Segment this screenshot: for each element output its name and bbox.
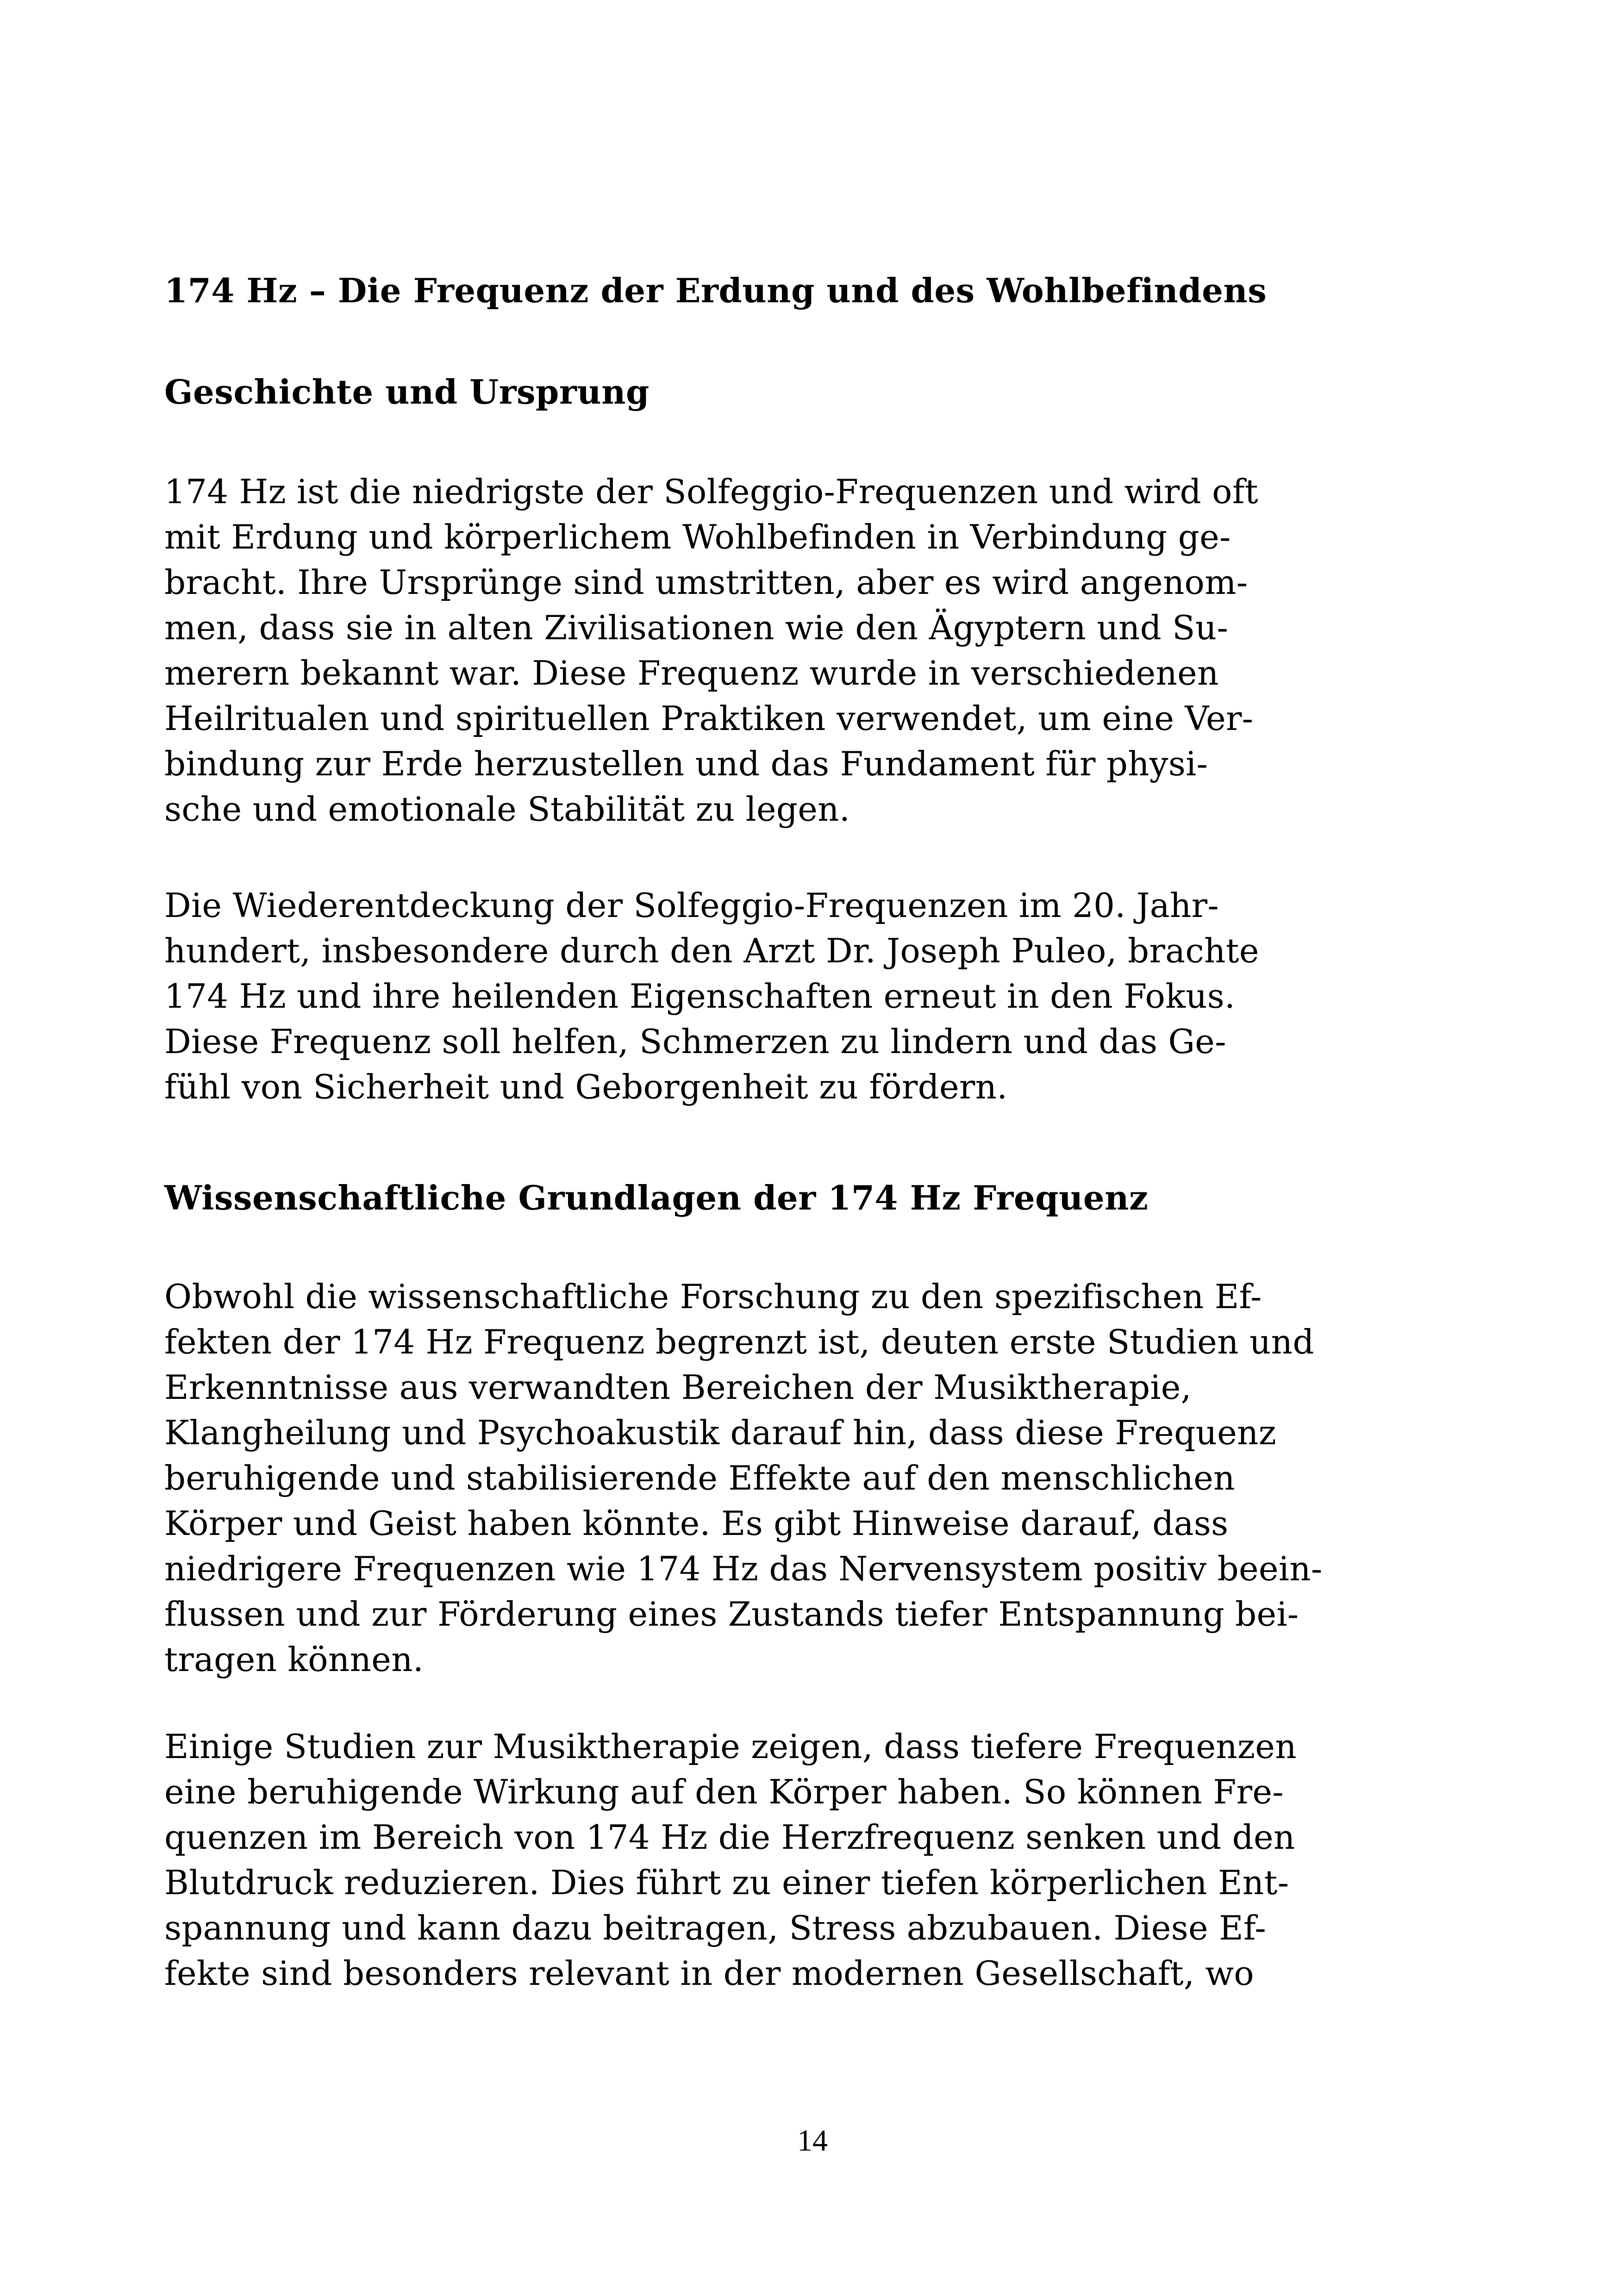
text-line: Obwohl die wissenschaftliche Forschung zu den spezifischen Ef-	[164, 1277, 1262, 1316]
text-line: 174 Hz ist die niedrigste der Solfeggio-Frequenzen und wird oft	[164, 472, 1259, 511]
text-line: Die Wiederentdeckung der Solfeggio-Frequenzen im 20. Jahr-	[164, 886, 1219, 925]
text-line: 174 Hz und ihre heilenden Eigenschaften erneut in den Fokus.	[164, 977, 1236, 1016]
text-line: men, dass sie in alten Zivilisationen wie den Ägyptern und Su-	[164, 608, 1229, 647]
text-line: spannung und kann dazu beitragen, Stress abzubauen. Diese Ef-	[164, 1908, 1266, 1947]
text-line: fekten der 174 Hz Frequenz begrenzt ist, deuten erste Studien und	[164, 1322, 1314, 1361]
paragraph-geschichte-1	[164, 469, 1258, 832]
text-line: sche und emotionale Stabilität zu legen.	[164, 790, 850, 829]
text-line: bracht. Ihre Ursprünge sind umstritten, aber es wird angenom-	[164, 563, 1248, 602]
paragraph-wissenschaft-2	[164, 1724, 1297, 1996]
text-line: merern bekannt war. Diese Frequenz wurde in verschiedenen	[164, 654, 1219, 692]
text-line: tragen können.	[164, 1640, 424, 1679]
section-heading-wissenschaft: Wissenschaftliche Grundlagen der 174 Hz Frequenz	[164, 1178, 1149, 1217]
text-line: flussen und zur Förderung eines Zustands tiefer Entspannung bei-	[164, 1595, 1299, 1634]
text-line: Klangheilung und Psychoakustik darauf hin, dass diese Frequenz	[164, 1413, 1276, 1452]
text-line: fekte sind besonders relevant in der modernen Gesellschaft, wo	[164, 1954, 1254, 1993]
text-line: quenzen im Bereich von 174 Hz die Herzfrequenz senken und den	[164, 1818, 1295, 1857]
page-number: 14	[797, 2124, 828, 2158]
text-line: beruhigende und stabilisierende Effekte auf den menschlichen	[164, 1459, 1235, 1497]
text-line: Erkenntnisse aus verwandten Bereichen der Musiktherapie,	[164, 1368, 1192, 1407]
text-line: bindung zur Erde herzustellen und das Fundament für physi-	[164, 744, 1208, 783]
text-line: fühl von Sicherheit und Geborgenheit zu fördern.	[164, 1067, 1008, 1106]
paragraph-wissenschaft-1	[164, 1274, 1322, 1682]
text-line: eine beruhigende Wirkung auf den Körper haben. So können Fre-	[164, 1772, 1284, 1811]
text-line: mit Erdung und körperlichem Wohlbefinden in Verbindung ge-	[164, 518, 1231, 556]
text-line: Einige Studien zur Musiktherapie zeigen, dass tiefere Frequenzen	[164, 1727, 1297, 1766]
text-line: niedrigere Frequenzen wie 174 Hz das Nervensystem positiv beein-	[164, 1549, 1323, 1588]
document-page	[164, 0, 1461, 2295]
text-line: hundert, insbesondere durch den Arzt Dr. Joseph Puleo, brachte	[164, 931, 1259, 970]
text-line: Heilritualen und spirituellen Praktiken verwendet, um eine Ver-	[164, 699, 1254, 738]
page-title: 174 Hz – Die Frequenz der Erdung und des Wohlbefindens	[164, 271, 1267, 310]
section-heading-geschichte: Geschichte und Ursprung	[164, 372, 650, 412]
text-line: Körper und Geist haben könnte. Es gibt Hinweise darauf, dass	[164, 1504, 1229, 1543]
text-line: Diese Frequenz soll helfen, Schmerzen zu lindern und das Ge-	[164, 1022, 1226, 1061]
paragraph-geschichte-2	[164, 883, 1259, 1110]
text-line: Blutdruck reduzieren. Dies führt zu einer tiefen körperlichen Ent-	[164, 1863, 1289, 1902]
